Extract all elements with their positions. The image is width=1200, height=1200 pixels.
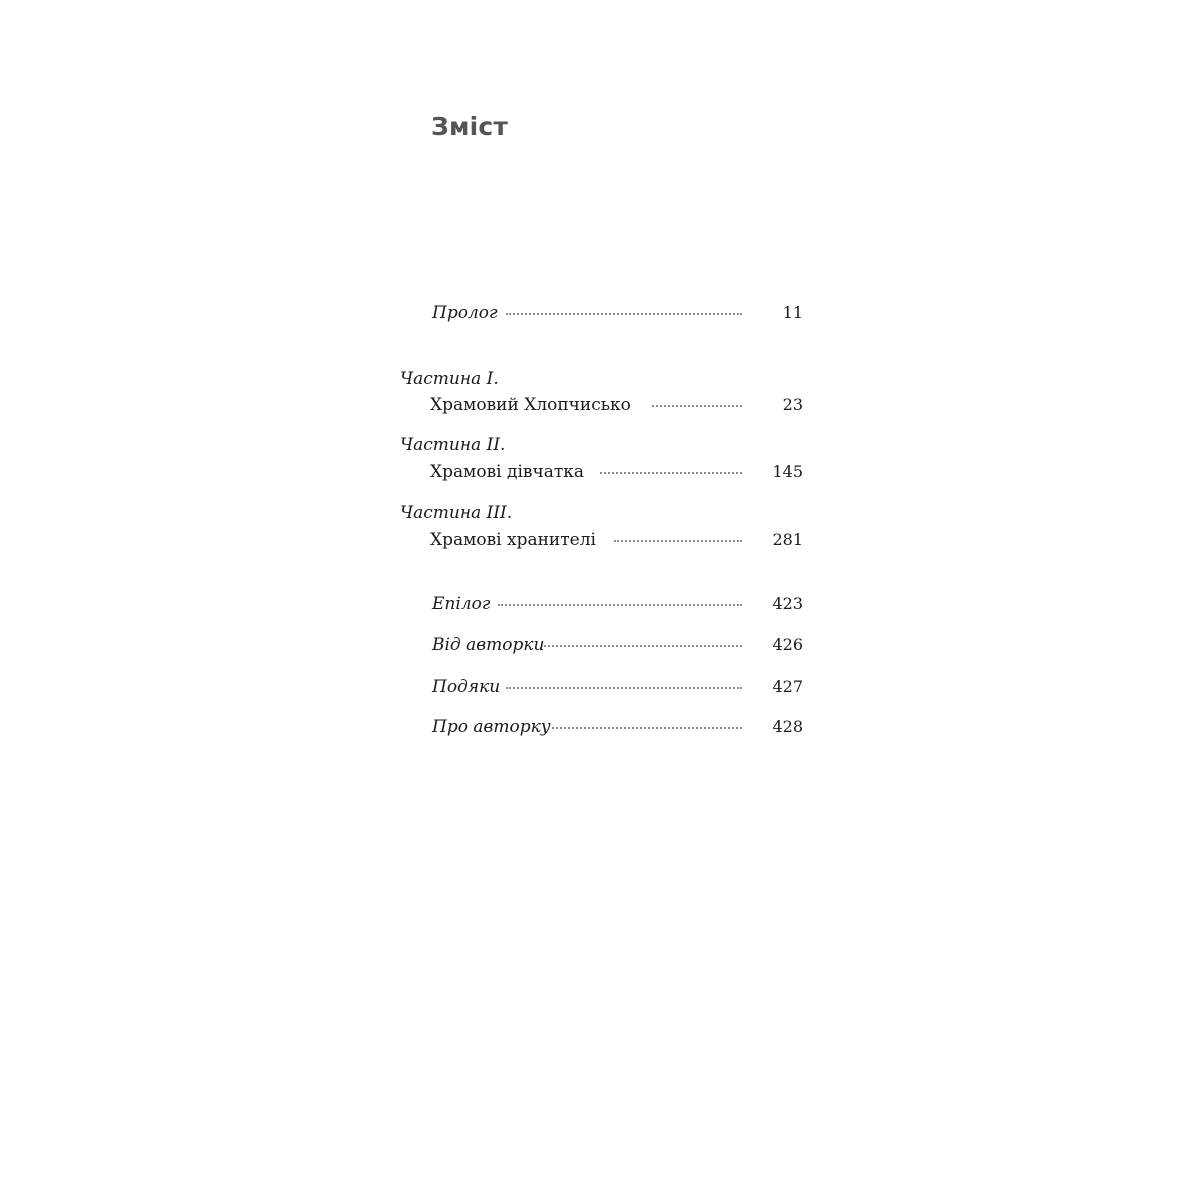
toc-entry-label: Храмові дівчатка xyxy=(430,462,585,482)
toc-entry-part-1 xyxy=(400,392,803,418)
part-label-2: Частина ІІ. xyxy=(400,435,506,455)
toc-entry-label: Епілог xyxy=(432,594,491,614)
toc-entry-prologue xyxy=(400,300,803,326)
toc-page-number: 145 xyxy=(772,462,803,481)
toc-entry-authors-note xyxy=(400,632,803,658)
toc-page-number: 428 xyxy=(772,717,803,736)
dot-leader xyxy=(600,472,742,474)
toc-entry-label: Храмовий Хлопчисько xyxy=(430,395,631,415)
dot-leader xyxy=(652,405,742,407)
toc-page-number: 426 xyxy=(772,635,803,654)
dot-leader xyxy=(552,727,742,729)
toc-entry-acknowledgements xyxy=(400,674,803,700)
toc-entry-label: Подяки xyxy=(432,677,501,697)
toc-page-number: 281 xyxy=(772,530,803,549)
toc-entry-label: Від авторки xyxy=(432,635,545,655)
toc-entry-part-2 xyxy=(400,459,803,485)
page-title: Зміст xyxy=(431,112,509,141)
dot-leader xyxy=(506,313,742,315)
toc-entry-label: Пролог xyxy=(432,303,498,323)
dot-leader xyxy=(506,687,742,689)
dot-leader xyxy=(498,604,742,606)
toc-page-number: 23 xyxy=(782,395,803,414)
toc-entry-part-3 xyxy=(400,527,803,553)
dot-leader xyxy=(614,540,742,542)
toc-page-number: 423 xyxy=(772,594,803,613)
toc-page-number: 427 xyxy=(772,677,803,696)
toc-entry-label: Про авторку xyxy=(432,717,551,737)
toc-entry-label: Храмові хранителі xyxy=(430,530,596,550)
toc-page-number: 11 xyxy=(782,303,803,322)
dot-leader xyxy=(544,645,742,647)
part-label-1: Частина І. xyxy=(400,369,499,389)
part-label-3: Частина ІІІ. xyxy=(400,503,513,523)
toc-entry-epilogue xyxy=(400,591,803,617)
toc-entry-about-author xyxy=(400,714,803,740)
